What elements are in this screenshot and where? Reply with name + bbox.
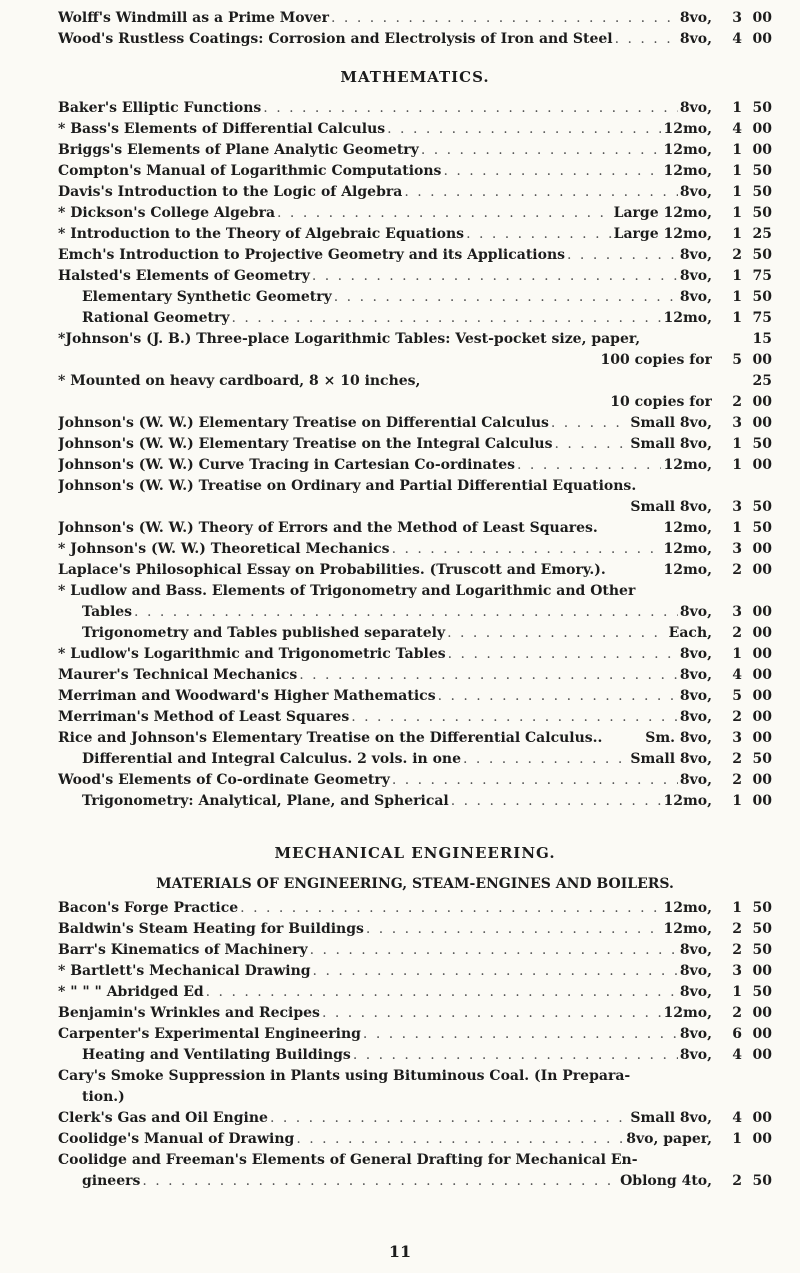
- entry-title: Johnson's (W. W.) Elementary Treatise on Differential Calculus: [58, 415, 549, 431]
- catalog-entry: [58, 541, 772, 562]
- entry-title: Benjamin's Wrinkles and Recipes: [58, 1005, 320, 1021]
- dot-leader: [421, 142, 662, 158]
- entry-price-dollars: 1: [732, 100, 742, 116]
- entry-price-cents: 00: [752, 772, 772, 788]
- entry-title: Johnson's (W. W.) Theory of Errors and the Method of Least Squares.: [58, 520, 598, 536]
- entry-format: 8vo,: [679, 268, 712, 284]
- entry-price-dollars: 3: [732, 415, 742, 431]
- entry-title: * Johnson's (W. W.) Theoretical Mechanics: [58, 541, 390, 557]
- catalog-entry: [58, 646, 772, 667]
- entry-price-cents: 00: [752, 625, 772, 641]
- entry-price-cents: 50: [752, 205, 772, 221]
- dot-leader: [270, 1110, 628, 1126]
- entry-title: * Introduction to the Theory of Algebraic Equations: [58, 226, 465, 242]
- entry-price-cents: 00: [752, 1026, 772, 1042]
- entry-format: 8vo,: [679, 31, 712, 47]
- entry-format: 12mo,: [663, 457, 712, 473]
- dot-leader: [438, 688, 678, 704]
- entry-format: Large 12mo,: [613, 205, 712, 221]
- entry-format: 8vo,: [679, 688, 712, 704]
- catalog-entry: [58, 1047, 772, 1068]
- dot-leader: [517, 457, 661, 473]
- dot-leader: [551, 415, 629, 431]
- entry-price-dollars: 1: [732, 984, 742, 1000]
- entry-price-dollars: 2: [732, 247, 742, 263]
- entry-price-dollars: 3: [732, 730, 742, 746]
- entry-price-cents: 25: [752, 373, 772, 389]
- entry-price-dollars: 3: [732, 10, 742, 26]
- mechanical-entries: [58, 900, 772, 1194]
- entry-price-cents: 00: [752, 1110, 772, 1126]
- entry-price-cents: 00: [752, 457, 772, 473]
- dot-leader: [134, 604, 678, 620]
- entry-title: tion.): [82, 1089, 125, 1105]
- entry-price-dollars: 2: [732, 1173, 742, 1189]
- entry-title: Johnson's (W. W.) Treatise on Ordinary and Partial Differential Equations.: [58, 478, 637, 494]
- dot-leader: [263, 100, 678, 116]
- catalog-entry: [58, 709, 772, 730]
- entry-format: 8vo,: [679, 1026, 712, 1042]
- entry-price-cents: 00: [752, 646, 772, 662]
- catalog-entry: [58, 289, 772, 310]
- dot-leader: [567, 247, 678, 263]
- entry-title: Barr's Kinematics of Machinery: [58, 942, 308, 958]
- entry-price-dollars: 1: [732, 205, 742, 221]
- catalog-entry: [58, 121, 772, 142]
- dot-leader: [240, 900, 661, 916]
- catalog-entry: [58, 373, 772, 394]
- entry-price-cents: 00: [752, 730, 772, 746]
- catalog-entry: [58, 31, 772, 52]
- entry-title: Baker's Elliptic Functions: [58, 100, 262, 116]
- entry-format: 8vo,: [679, 604, 712, 620]
- dot-leader: [404, 184, 678, 200]
- entry-price-dollars: 2: [732, 709, 742, 725]
- catalog-entry: [58, 1131, 772, 1152]
- entry-price-cents: 50: [752, 100, 772, 116]
- entry-price-cents: 00: [752, 121, 772, 137]
- entry-title: * Bartlett's Mechanical Drawing: [58, 963, 311, 979]
- entry-title: Johnson's (W. W.) Elementary Treatise on the Integral Calculus: [58, 436, 553, 452]
- entry-price-dollars: 1: [732, 184, 742, 200]
- entry-price-cents: 00: [752, 688, 772, 704]
- entry-price-cents: 00: [752, 31, 772, 47]
- entry-price-dollars: 4: [732, 667, 742, 683]
- entry-price-cents: 00: [752, 1131, 772, 1147]
- entry-title: Carpenter's Experimental Engineering: [58, 1026, 361, 1042]
- catalog-entry: [58, 604, 772, 625]
- entry-title: Davis's Introduction to the Logic of Algebra: [58, 184, 403, 200]
- entry-title: Tables: [82, 604, 133, 620]
- entry-price-cents: 00: [752, 352, 772, 368]
- entry-price-dollars: 2: [732, 772, 742, 788]
- entry-format: 8vo,: [679, 646, 712, 662]
- catalog-entry: [58, 1005, 772, 1026]
- catalog-entry: [58, 625, 772, 646]
- entry-format: 12mo,: [663, 562, 712, 578]
- entry-price-dollars: 2: [732, 921, 742, 937]
- catalog-entry: [58, 163, 772, 184]
- catalog-entry: [58, 793, 772, 814]
- entry-title: Wolff's Windmill as a Prime Mover: [58, 10, 330, 26]
- dot-leader: [387, 121, 661, 137]
- entry-price-dollars: 1: [732, 310, 742, 326]
- entry-price-dollars: 4: [732, 1047, 742, 1063]
- entry-price-dollars: 2: [732, 625, 742, 641]
- entry-format: 12mo,: [663, 900, 712, 916]
- entry-format: Each,: [668, 625, 712, 641]
- entry-title: Briggs's Elements of Plane Analytic Geometry: [58, 142, 419, 158]
- entry-price-cents: 50: [752, 499, 772, 515]
- subsection-heading-materials: MATERIALS OF ENGINEERING, STEAM-ENGINES AND BOILERS.: [156, 876, 674, 892]
- entry-price-cents: 75: [752, 268, 772, 284]
- entry-format: 12mo,: [663, 1005, 712, 1021]
- entry-price-dollars: 2: [732, 562, 742, 578]
- entry-format: Small 8vo,: [630, 436, 712, 452]
- entry-price-dollars: 1: [732, 457, 742, 473]
- entry-title: Elementary Synthetic Geometry: [82, 289, 332, 305]
- entry-price-dollars: 3: [732, 963, 742, 979]
- entry-format: 8vo,: [679, 772, 712, 788]
- catalog-entry: [58, 1110, 772, 1131]
- dot-leader: [313, 963, 678, 979]
- entry-format: 8vo,: [679, 984, 712, 1000]
- entry-price-cents: 00: [752, 1005, 772, 1021]
- catalog-entry: [58, 310, 772, 331]
- dot-leader: [615, 31, 678, 47]
- catalog-entry: [58, 984, 772, 1005]
- dot-leader: [310, 942, 678, 958]
- entry-format: 8vo,: [679, 289, 712, 305]
- section-heading-mathematics: MATHEMATICS.: [340, 68, 490, 86]
- catalog-entry: [58, 268, 772, 289]
- entry-price-cents: 50: [752, 520, 772, 536]
- entry-price-cents: 00: [752, 142, 772, 158]
- entry-price-dollars: 3: [732, 499, 742, 515]
- entry-price-cents: 00: [752, 1047, 772, 1063]
- entry-price-dollars: 4: [732, 121, 742, 137]
- entry-format: Large 12mo,: [613, 226, 712, 242]
- catalog-entry: [58, 436, 772, 457]
- entry-title: Rational Geometry: [82, 310, 230, 326]
- entry-price-dollars: 1: [732, 268, 742, 284]
- entry-title: Wood's Rustless Coatings: Corrosion and Electrolysis of Iron and Steel: [58, 31, 613, 47]
- entry-price-cents: 00: [752, 394, 772, 410]
- catalog-entry: [58, 963, 772, 984]
- entry-price-cents: 50: [752, 751, 772, 767]
- entry-format: 8vo,: [679, 10, 712, 26]
- entry-price-dollars: 3: [732, 604, 742, 620]
- entry-title: Compton's Manual of Logarithmic Computations: [58, 163, 442, 179]
- catalog-entry: [58, 583, 772, 604]
- catalog-entry: [58, 100, 772, 121]
- dot-leader: [451, 793, 662, 809]
- entry-format: 12mo,: [663, 793, 712, 809]
- entry-format: 12mo,: [663, 921, 712, 937]
- dot-leader: [334, 289, 678, 305]
- entry-format: 12mo,: [663, 541, 712, 557]
- catalog-entry: [58, 562, 772, 583]
- entry-price-cents: 00: [752, 709, 772, 725]
- entry-title: * Mounted on heavy cardboard, 8 × 10 inches,: [58, 373, 421, 389]
- entry-format: 8vo,: [679, 1047, 712, 1063]
- catalog-entry: [58, 520, 772, 541]
- entry-price-dollars: 1: [732, 163, 742, 179]
- dot-leader: [296, 1131, 624, 1147]
- entry-price-dollars: 5: [732, 688, 742, 704]
- dot-leader: [448, 646, 678, 662]
- entry-price-dollars: 6: [732, 1026, 742, 1042]
- dot-leader: [206, 984, 678, 1000]
- entry-format: Small 8vo,: [630, 751, 712, 767]
- catalog-entry: [58, 142, 772, 163]
- entry-price-dollars: 1: [732, 646, 742, 662]
- entry-title: *Johnson's (J. B.) Three-place Logarithmic Tables: Vest-pocket size, paper,: [58, 331, 641, 347]
- entry-title: Halsted's Elements of Geometry: [58, 268, 310, 284]
- entry-price-dollars: 1: [732, 226, 742, 242]
- entry-price-dollars: 1: [732, 289, 742, 305]
- catalog-entry: [58, 1068, 772, 1089]
- entry-price-cents: 00: [752, 10, 772, 26]
- dot-leader: [232, 310, 662, 326]
- entry-price-dollars: 2: [732, 942, 742, 958]
- entry-format: 8vo,: [679, 184, 712, 200]
- entry-title: Trigonometry and Tables published separately: [82, 625, 446, 641]
- dot-leader: [353, 1047, 678, 1063]
- catalog-entry: [58, 247, 772, 268]
- dot-leader: [277, 205, 612, 221]
- catalog-entry: [58, 415, 772, 436]
- entry-price-cents: 00: [752, 667, 772, 683]
- catalog-entry: [58, 772, 772, 793]
- entry-title: Heating and Ventilating Buildings: [82, 1047, 351, 1063]
- entry-format: Small 8vo,: [630, 1110, 712, 1126]
- entry-title: * Dickson's College Algebra: [58, 205, 276, 221]
- top-entries: [58, 10, 772, 52]
- entry-title: 10 copies for: [610, 394, 712, 410]
- entry-title: * Ludlow's Logarithmic and Trigonometric Tables: [58, 646, 446, 662]
- dot-leader: [554, 436, 628, 452]
- entry-format: 8vo, paper,: [626, 1131, 712, 1147]
- catalog-entry: [58, 1089, 772, 1110]
- catalog-entry: [58, 478, 772, 499]
- catalog-entry: [58, 688, 772, 709]
- catalog-entry: [58, 352, 772, 373]
- entry-price-dollars: 1: [732, 1131, 742, 1147]
- dot-leader: [322, 1005, 662, 1021]
- entry-price-cents: 50: [752, 247, 772, 263]
- entry-format: Oblong 4to,: [620, 1173, 712, 1189]
- dot-leader: [466, 226, 612, 242]
- entry-price-cents: 15: [752, 331, 772, 347]
- entry-price-cents: 50: [752, 942, 772, 958]
- entry-price-cents: 00: [752, 541, 772, 557]
- entry-price-dollars: 1: [732, 900, 742, 916]
- catalog-entry: [58, 499, 772, 520]
- entry-format: 12mo,: [663, 142, 712, 158]
- entry-price-dollars: 1: [732, 793, 742, 809]
- entry-title: Maurer's Technical Mechanics: [58, 667, 298, 683]
- entry-price-cents: 50: [752, 289, 772, 305]
- entry-format: 8vo,: [679, 247, 712, 263]
- catalog-entry: [58, 942, 772, 963]
- catalog-entry: [58, 751, 772, 772]
- entry-title: * " " " Abridged Ed: [58, 984, 204, 1000]
- entry-price-cents: 00: [752, 415, 772, 431]
- catalog-entry: [58, 900, 772, 921]
- entry-title: gineers: [82, 1173, 141, 1189]
- catalog-entry: [58, 394, 772, 415]
- dot-leader: [142, 1173, 618, 1189]
- entry-title: * Ludlow and Bass. Elements of Trigonometry and Logarithmic and Other: [58, 583, 636, 599]
- dot-leader: [363, 1026, 678, 1042]
- entry-format: 12mo,: [663, 121, 712, 137]
- entry-price-dollars: 4: [732, 31, 742, 47]
- catalog-entry: [58, 226, 772, 247]
- entry-title: Bacon's Forge Practice: [58, 900, 239, 916]
- catalog-entry: [58, 667, 772, 688]
- entry-format: 8vo,: [679, 709, 712, 725]
- entry-price-dollars: 1: [732, 520, 742, 536]
- entry-format: Sm. 8vo,: [645, 730, 712, 746]
- entry-title: Small 8vo,: [630, 499, 712, 515]
- catalog-entry: [58, 184, 772, 205]
- entry-format: 8vo,: [679, 942, 712, 958]
- entry-title: * Bass's Elements of Differential Calculus: [58, 121, 386, 137]
- entry-price-cents: 75: [752, 310, 772, 326]
- entry-price-dollars: 4: [732, 1110, 742, 1126]
- entry-title: Baldwin's Steam Heating for Buildings: [58, 921, 364, 937]
- entry-title: Wood's Elements of Co-ordinate Geometry: [58, 772, 390, 788]
- entry-price-dollars: 1: [732, 436, 742, 452]
- catalog-entry: [58, 730, 772, 751]
- entry-title: 100 copies for: [600, 352, 712, 368]
- page-number: 11: [388, 1242, 412, 1261]
- entry-title: Merriman's Method of Least Squares: [58, 709, 350, 725]
- entry-price-cents: 50: [752, 436, 772, 452]
- dot-leader: [392, 541, 662, 557]
- entry-price-cents: 50: [752, 1173, 772, 1189]
- dot-leader: [299, 667, 678, 683]
- entry-price-cents: 50: [752, 900, 772, 916]
- entry-format: Small 8vo,: [630, 415, 712, 431]
- dot-leader: [443, 163, 661, 179]
- catalog-entry: [58, 1173, 772, 1194]
- entry-format: 12mo,: [663, 163, 712, 179]
- entry-title: Merriman and Woodward's Higher Mathematics: [58, 688, 436, 704]
- catalog-entry: [58, 331, 772, 352]
- catalog-entry: [58, 1152, 772, 1173]
- entry-price-dollars: 1: [732, 142, 742, 158]
- entry-price-cents: 50: [752, 163, 772, 179]
- entry-price-dollars: 2: [732, 1005, 742, 1021]
- entry-title: Coolidge's Manual of Drawing: [58, 1131, 295, 1147]
- catalog-entry: [58, 10, 772, 31]
- section-heading-mechanical-engineering: MECHANICAL ENGINEERING.: [274, 844, 556, 862]
- dot-leader: [312, 268, 678, 284]
- entry-format: 12mo,: [663, 520, 712, 536]
- entry-title: Cary's Smoke Suppression in Plants using Bituminous Coal. (In Prepara-: [58, 1068, 631, 1084]
- dot-leader: [351, 709, 678, 725]
- entry-title: Coolidge and Freeman's Elements of General Drafting for Mechanical En-: [58, 1152, 638, 1168]
- dot-leader: [366, 921, 662, 937]
- dot-leader: [463, 751, 628, 767]
- dot-leader: [447, 625, 667, 641]
- entry-title: Clerk's Gas and Oil Engine: [58, 1110, 268, 1126]
- entry-price-dollars: 3: [732, 541, 742, 557]
- entry-price-cents: 00: [752, 793, 772, 809]
- entry-format: 8vo,: [679, 667, 712, 683]
- catalog-entry: [58, 1026, 772, 1047]
- catalog-entry: [58, 457, 772, 478]
- mathematics-entries: [58, 100, 772, 814]
- entry-price-cents: 50: [752, 984, 772, 1000]
- entry-price-cents: 00: [752, 604, 772, 620]
- entry-price-cents: 50: [752, 184, 772, 200]
- entry-title: Trigonometry: Analytical, Plane, and Spherical: [82, 793, 449, 809]
- dot-leader: [331, 10, 678, 26]
- entry-title: Emch's Introduction to Projective Geometry and its Applications: [58, 247, 566, 263]
- entry-price-cents: 50: [752, 921, 772, 937]
- entry-price-dollars: 2: [732, 394, 742, 410]
- entry-format: 8vo,: [679, 100, 712, 116]
- catalog-entry: [58, 205, 772, 226]
- entry-price-cents: 25: [752, 226, 772, 242]
- entry-price-dollars: 2: [732, 751, 742, 767]
- entry-price-cents: 00: [752, 963, 772, 979]
- catalog-entry: [58, 921, 772, 942]
- entry-title: Differential and Integral Calculus. 2 vols. in one: [82, 751, 462, 767]
- entry-price-cents: 00: [752, 562, 772, 578]
- dot-leader: [392, 772, 678, 788]
- entry-title: Laplace's Philosophical Essay on Probabilities. (Truscott and Emory.).: [58, 562, 606, 578]
- entry-format: 12mo,: [663, 310, 712, 326]
- entry-title: Rice and Johnson's Elementary Treatise on the Differential Calculus..: [58, 730, 603, 746]
- entry-format: 8vo,: [679, 963, 712, 979]
- entry-title: Johnson's (W. W.) Curve Tracing in Cartesian Co-ordinates: [58, 457, 516, 473]
- entry-price-dollars: 5: [732, 352, 742, 368]
